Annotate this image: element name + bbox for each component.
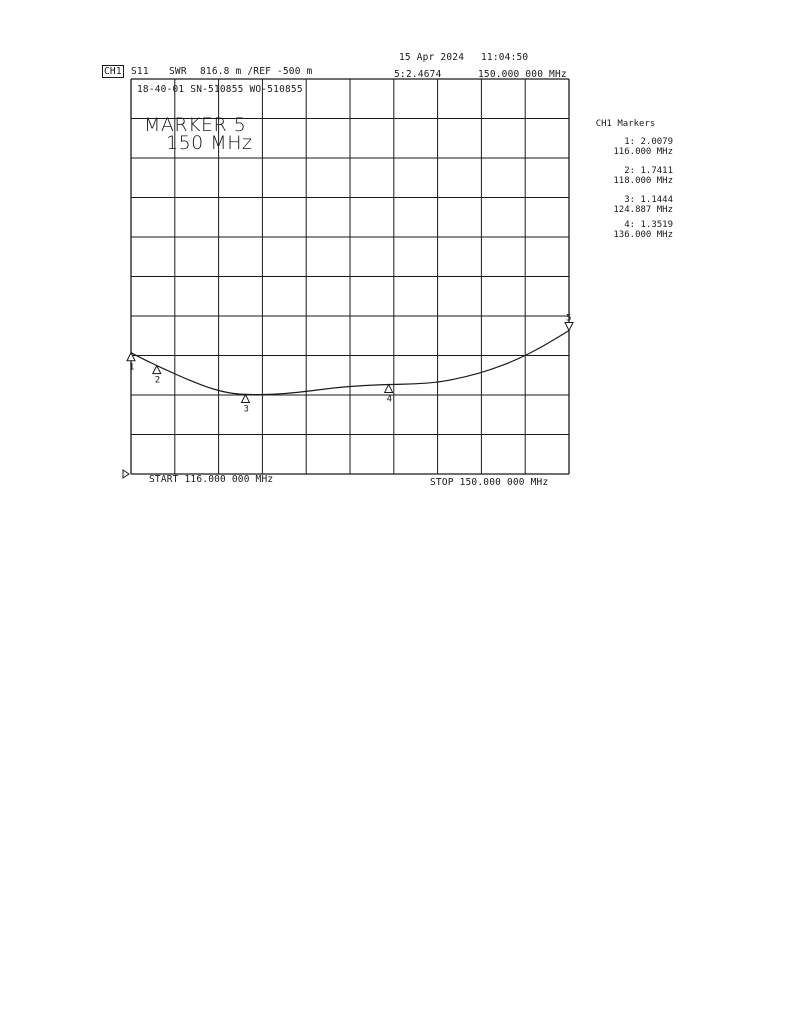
marker-entry-id: 2: xyxy=(624,166,636,176)
active-marker-label: 5: xyxy=(394,69,406,80)
marker-number: 3 xyxy=(243,404,249,415)
reference-pointer-icon xyxy=(123,470,129,478)
time-label: 11:04:50 xyxy=(481,52,529,63)
marker-entry-id: 4: xyxy=(624,220,636,230)
marker-number: 5 xyxy=(566,313,572,324)
marker-entry-id: 3: xyxy=(624,195,636,205)
markers-panel xyxy=(578,119,673,249)
marker-4 xyxy=(385,384,393,404)
marker-annotation xyxy=(144,116,252,152)
start-frequency: START 116.000 000 MHz xyxy=(149,474,274,485)
marker-triangle-icon xyxy=(241,394,249,402)
marker-entry xyxy=(578,220,673,240)
marker-5 xyxy=(565,313,573,330)
marker-annotation-freq: 150 MHz xyxy=(166,132,253,154)
active-marker-value: 2.4674 xyxy=(406,69,442,80)
marker-triangle-icon xyxy=(565,322,573,330)
marker-entry-value: 1.3519 xyxy=(640,220,673,230)
active-marker-freq: 150.000 000 MHz xyxy=(478,69,567,80)
marker-triangle-icon xyxy=(385,384,393,392)
markers-panel-title: CH1 Markers xyxy=(595,119,656,129)
marker-entry-freq: 116.000 MHz xyxy=(613,147,673,157)
marker-number: 4 xyxy=(386,394,393,405)
parameter-label: S11 xyxy=(131,66,149,77)
device-id-line: 18-40-01 SN-510855 WO-510855 xyxy=(137,84,303,95)
stop-frequency: STOP 150.000 000 MHz xyxy=(430,477,549,488)
marker-2 xyxy=(153,366,161,386)
marker-3 xyxy=(241,394,249,414)
marker-entry xyxy=(578,137,673,157)
marker-number: 2 xyxy=(154,375,161,386)
marker-entry-value: 1.1444 xyxy=(640,195,673,205)
scale-label: 816.8 m /REF -500 m xyxy=(200,66,313,77)
channel-label: CH1 xyxy=(104,66,122,77)
marker-entry xyxy=(578,166,673,186)
marker-entry-freq: 136.000 MHz xyxy=(613,230,673,240)
marker-entry-freq: 118.000 MHz xyxy=(613,176,673,186)
marker-number: 1 xyxy=(129,362,135,373)
date-label: 15 Apr 2024 xyxy=(399,52,465,63)
marker-entry-freq: 124.887 MHz xyxy=(613,205,673,215)
format-label: SWR xyxy=(169,66,187,77)
marker-entry-value: 2.0079 xyxy=(640,137,673,147)
marker-entry xyxy=(578,195,673,215)
marker-entry-value: 1.7411 xyxy=(640,166,673,176)
marker-annotation-title: MARKER 5 xyxy=(144,114,247,136)
marker-entry-id: 1: xyxy=(624,137,636,147)
